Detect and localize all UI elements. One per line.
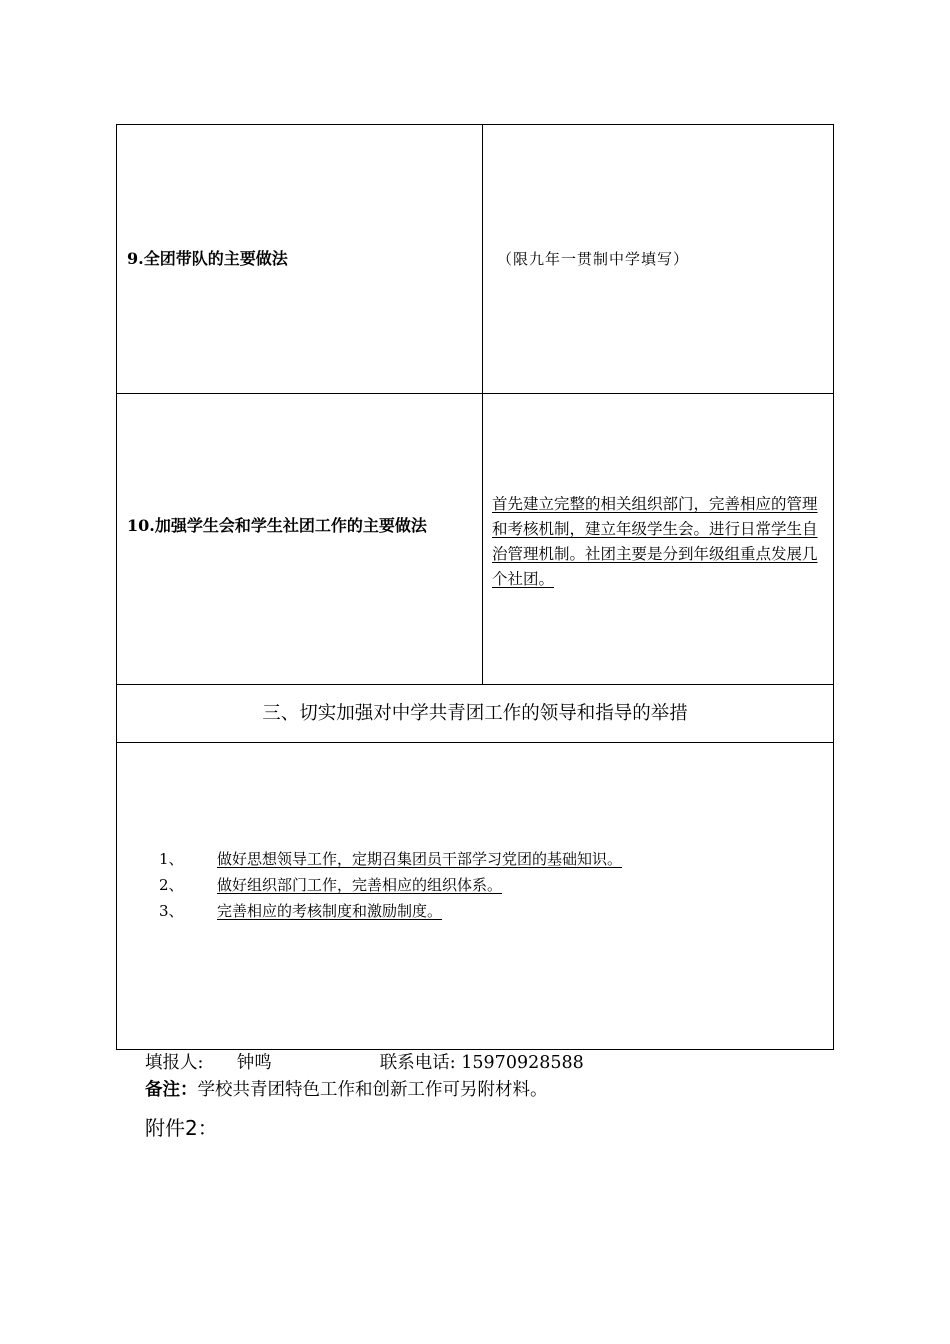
list-item	[159, 872, 622, 898]
row-label: 9.全团带队的主要做法	[127, 249, 288, 268]
filler-label: 填报人:	[145, 1053, 204, 1073]
row-label: 10.加强学生会和学生社团工作的主要做法	[127, 516, 427, 535]
row-content	[492, 492, 828, 592]
phone-number: 15970928588	[461, 1053, 584, 1073]
list-item-text: 做好思想领导工作，定期召集团员干部学习党团的基础知识。	[217, 850, 623, 868]
row-label-cell	[117, 394, 483, 684]
section-heading: 三、切实加强对中学共青团工作的领导和指导的举措	[262, 703, 688, 724]
row-note: （限九年一贯制中学填写）	[497, 250, 690, 268]
list-item-number: 1、	[159, 850, 184, 868]
section-heading-row	[117, 685, 833, 743]
table-row	[117, 394, 833, 685]
phone-label: 联系电话:	[379, 1053, 456, 1073]
row-content-cell	[483, 394, 833, 684]
report-table	[116, 124, 834, 1050]
list-item-text: 完善相应的考核制度和激励制度。	[217, 902, 443, 920]
filler-name: 钟鸣	[236, 1053, 272, 1073]
note-text: 学校共青团特色工作和创新工作可另附材料。	[197, 1080, 548, 1100]
section-content-row	[117, 743, 833, 1049]
row-content-text: 首先建立完整的相关组织部门，完善相应的管理和考核机制，建立年级学生会。进行日常学生自治管理机制。社团主要是分到年级组重点发展几个社团。	[492, 495, 818, 588]
attachment-label: 附件2：	[145, 1116, 218, 1140]
list-item-number: 2、	[159, 876, 184, 894]
list-item-text: 做好组织部门工作，完善相应的组织体系。	[217, 876, 503, 894]
row-label-cell	[117, 125, 483, 393]
list-item	[159, 846, 622, 872]
note-line	[145, 1076, 548, 1104]
filler-line	[145, 1050, 584, 1076]
table-row	[117, 125, 833, 394]
list-item-number: 3、	[159, 902, 184, 920]
note-label: 备注：	[145, 1080, 198, 1100]
list-item	[159, 898, 622, 924]
measures-list	[159, 846, 622, 924]
row-content-cell	[483, 125, 833, 393]
